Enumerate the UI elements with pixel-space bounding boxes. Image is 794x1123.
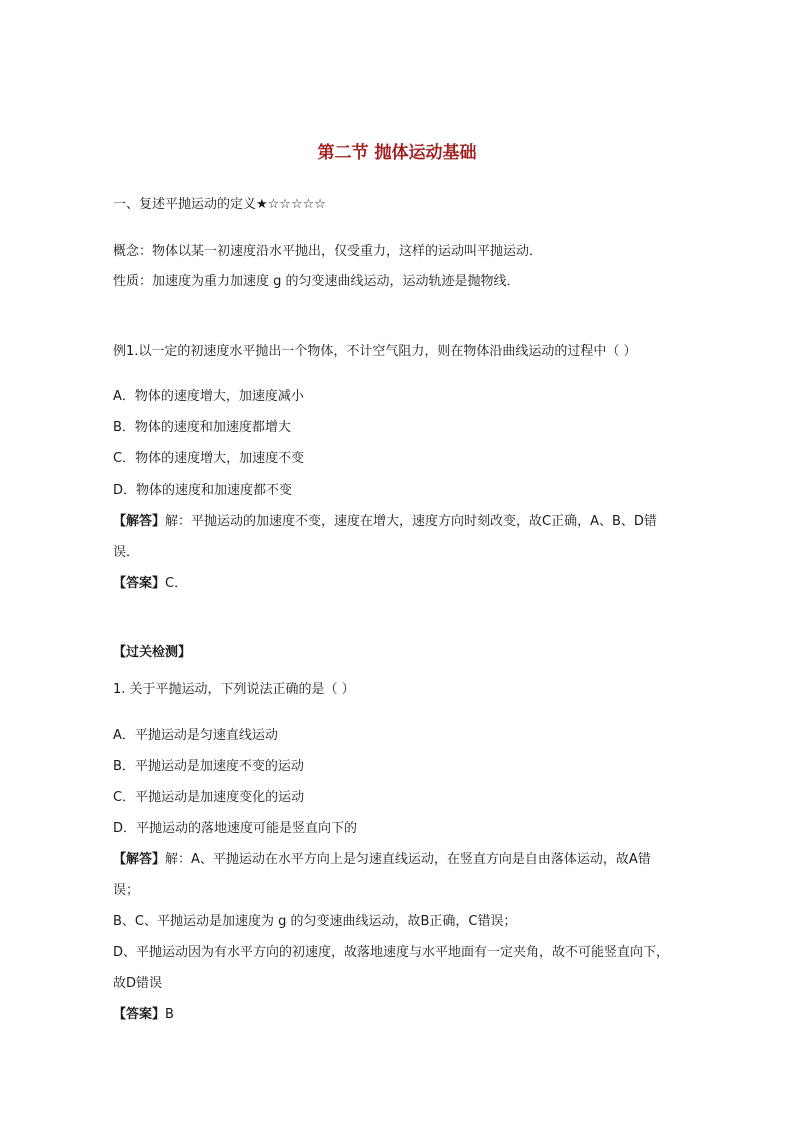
check-solution-line5: 故D错误: [113, 976, 163, 991]
check-answer: [113, 1005, 703, 1025]
solution-label: 【解答】: [113, 514, 166, 529]
section-heading: 一、复述平抛运动的定义★☆☆☆☆☆: [113, 197, 326, 212]
example-option-c: C．物体的速度增大，加速度不变: [113, 451, 305, 466]
example-question: 例1.以一定的初速度水平抛出一个物体，不计空气阻力，则在物体沿曲线运动的过程中（ ）: [113, 344, 637, 359]
solution-text: 解：平抛运动的加速度不变，速度在增大，速度方向时刻改变，故C正确，A、B、D错: [165, 514, 657, 529]
example-solution: [113, 512, 703, 532]
property-text: 性质：加速度为重力加速度 g 的匀变速曲线运动，运动轨迹是抛物线．: [113, 274, 520, 289]
check-heading: 【过关检测】: [113, 645, 192, 660]
example-option-a: A．物体的速度增大，加速度减小: [113, 389, 304, 404]
answer-text: B: [165, 1007, 174, 1022]
check-option-d: D．平抛运动的落地速度可能是竖直向下的: [113, 821, 358, 836]
check-solution-line3: B、C、平抛运动是加速度为 g 的匀变速曲线运动，故B正确，C错误；: [113, 914, 517, 929]
concept-text: 概念：物体以某一初速度沿水平抛出，仅受重力，这样的运动叫平抛运动．: [113, 244, 543, 259]
solution-label: 【解答】: [113, 852, 166, 867]
solution-text: 解：A、平抛运动在水平方向上是匀速直线运动，在竖直方向是自由落体运动，故A错: [165, 852, 651, 867]
check-option-c: C．平抛运动是加速度变化的运动: [113, 790, 305, 805]
check-option-a: A．平抛运动是匀速直线运动: [113, 728, 278, 743]
answer-label: 【答案】: [113, 1007, 166, 1022]
answer-text: C．: [165, 576, 188, 591]
answer-label: 【答案】: [113, 576, 166, 591]
check-question: 1. 关于平抛运动，下列说法正确的是（ ）: [113, 682, 355, 697]
check-solution: [113, 850, 703, 870]
example-answer: [113, 574, 703, 594]
check-solution-line4: D、平抛运动因为有水平方向的初速度，故落地速度与水平地面有一定夹角，故不可能竖直向下，: [113, 945, 670, 960]
check-solution-line2: 误；: [113, 883, 140, 898]
example-option-d: D．物体的速度和加速度都不变: [113, 483, 293, 498]
check-option-b: B．平抛运动是加速度不变的运动: [113, 759, 304, 774]
page-title: 第二节 抛体运动基础: [317, 143, 477, 163]
example-option-b: B．物体的速度和加速度都增大: [113, 420, 291, 435]
example-solution-continued: 误．: [113, 545, 140, 560]
